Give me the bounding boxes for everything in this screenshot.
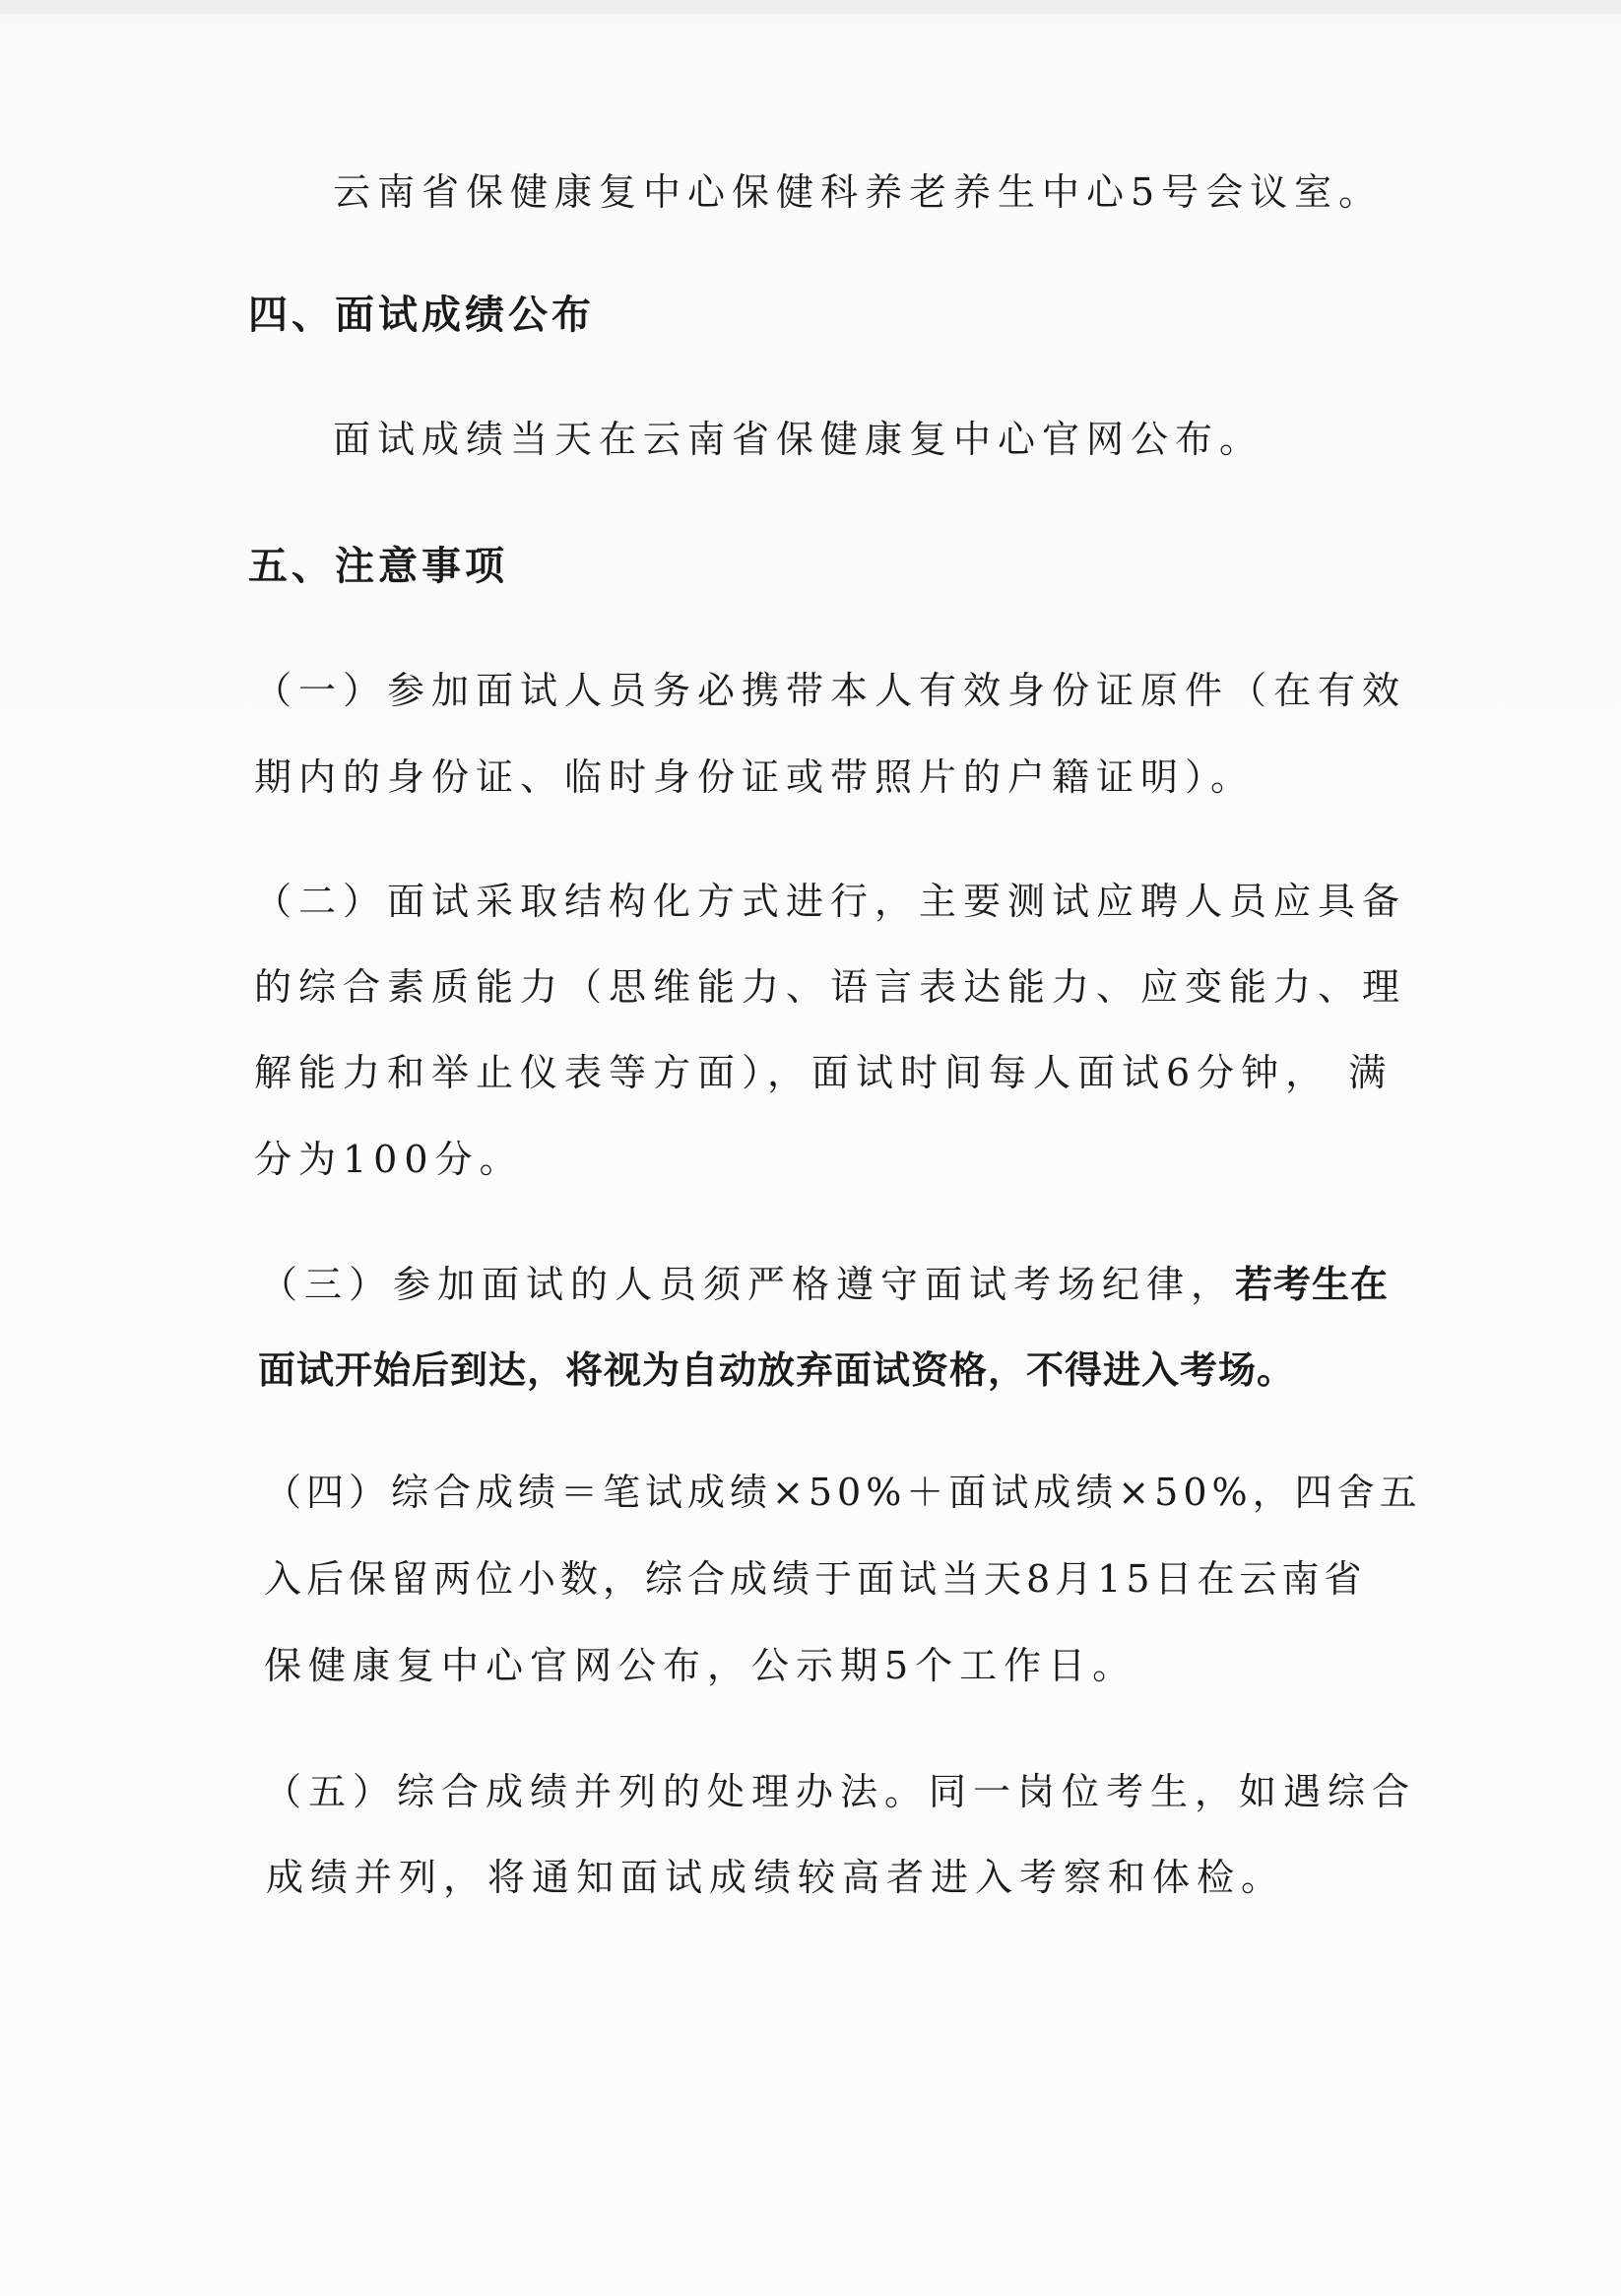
item-2-line-4: 分为100分。 bbox=[254, 1138, 524, 1181]
item-3-line-1-emphasis: 若考生在 bbox=[1235, 1263, 1390, 1306]
item-1-line-1: （一）参加面试人员务必携带本人有效身份证原件（在有效 bbox=[254, 669, 1407, 712]
item-3-line-1 bbox=[260, 1263, 1390, 1306]
item-2-line-2: 的综合素质能力（思维能力、语言表达能力、应变能力、理 bbox=[254, 965, 1407, 1009]
item-1-line-2: 期内的身份证、临时身份证或带照片的户籍证明）。 bbox=[254, 755, 1256, 799]
item-2-line-1: （二）面试采取结构化方式进行，主要测试应聘人员应具备 bbox=[254, 880, 1407, 923]
section-4-heading: 四、面试成绩公布 bbox=[248, 293, 595, 338]
item-3-line-1-regular: （三）参加面试的人员须严格遵守面试考场纪律， bbox=[260, 1263, 1236, 1306]
item-2-line-3: 解能力和举止仪表等方面），面试时间每人面试6分钟， 满 bbox=[254, 1051, 1394, 1094]
section-4-text: 面试成绩当天在云南省保健康复中心官网公布。 bbox=[333, 418, 1264, 461]
item-3-line-2-emphasis: 面试开始后到达，将视为自动放弃面试资格，不得进入考场。 bbox=[258, 1348, 1296, 1392]
section-5-heading: 五、注意事项 bbox=[248, 544, 508, 589]
item-5-line-1: （五）综合成绩并列的处理办法。同一岗位考生，如遇综合 bbox=[264, 1770, 1417, 1813]
item-4-line-2: 入后保留两位小数，综合成绩于面试当天8月15日在云南省 bbox=[264, 1557, 1367, 1601]
item-5-line-2: 成绩并列，将通知面试成绩较高者进入考察和体检。 bbox=[266, 1856, 1286, 1899]
scan-edge-shadow bbox=[0, 0, 1621, 14]
item-4-line-3: 保健康复中心官网公布，公示期5个工作日。 bbox=[264, 1644, 1137, 1687]
item-4-line-1: （四）综合成绩＝笔试成绩×50%＋面试成绩×50%，四舍五 bbox=[264, 1471, 1422, 1514]
venue-line: 云南省保健康复中心保健科养老养生中心5号会议室。 bbox=[333, 170, 1384, 214]
